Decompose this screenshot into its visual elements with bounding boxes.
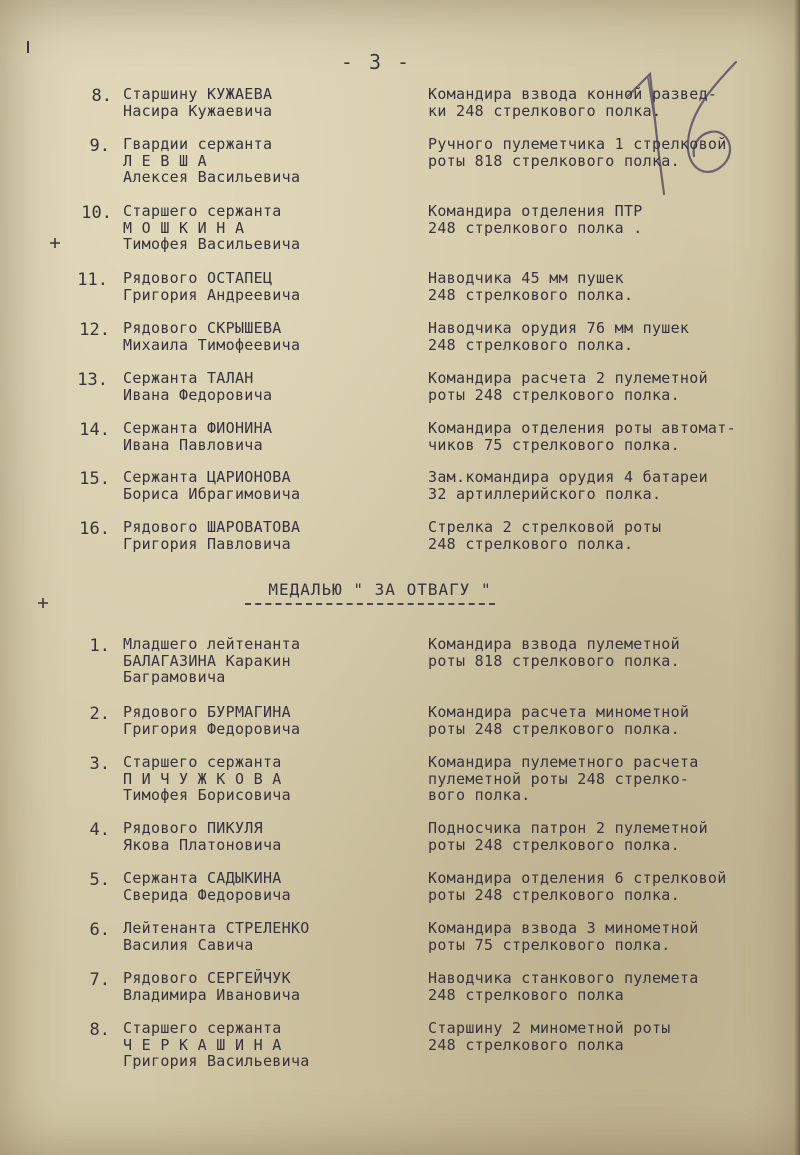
entry-position: Командира расчета минометной роты 248 стрелкового полка. bbox=[428, 703, 690, 738]
entry-position: Командира взвода конной развед- ки 248 стрелкового полка. bbox=[428, 85, 718, 120]
entry-number: 2. bbox=[89, 704, 110, 724]
entry-number: 15. bbox=[79, 469, 110, 489]
entry-number: 11. bbox=[77, 270, 108, 290]
entry-position: Наводчика станкового пулемета 248 стрелкового полка bbox=[428, 969, 699, 1004]
entry-position: Наводчика орудия 76 мм пушек 248 стрелкового полка. bbox=[428, 319, 690, 354]
page-number: - 3 - bbox=[340, 50, 412, 74]
entry-rank-name: Рядового ШАРОВАТОВА Григория Павловича bbox=[123, 518, 301, 553]
entry-position: Зам.командира орудия 4 батареи 32 артиллерийского полка. bbox=[428, 468, 708, 503]
entry-rank-name: Лейтенанта СТРЕЛЕНКО Василия Савича bbox=[123, 919, 310, 954]
entry-rank-name: Рядового ПИКУЛЯ Якова Платоновича bbox=[123, 819, 282, 854]
entry-rank-name: Старшего сержанта М О Ш К И Н А Тимофея Васильевича bbox=[123, 202, 301, 253]
entry-rank-name: Старшину КУЖАЕВА Насира Кужаевича bbox=[123, 85, 273, 120]
entry-rank-name: Сержанта ЦАРИОНОВА Бориса Ибрагимовича bbox=[123, 468, 301, 503]
entry-position: Командира отделения 6 стрелковой роты 248 стрелкового полка. bbox=[428, 869, 727, 904]
entry-position: Наводчика 45 мм пушек 248 стрелкового полка. bbox=[428, 269, 634, 304]
entry-rank-name: Рядового СКРЫШЕВА Михаила Тимофеевича bbox=[123, 319, 301, 354]
margin-cross-mark bbox=[48, 236, 62, 250]
entry-number: 1. bbox=[89, 636, 110, 656]
entry-number: 8. bbox=[89, 1020, 110, 1040]
entry-rank-name: Гвардии сержанта Л Е В Ш А Алексея Васильевича bbox=[123, 135, 301, 186]
entry-rank-name: Сержанта ФИОНИНА Ивана Павловича bbox=[123, 419, 273, 454]
entry-number: 16. bbox=[79, 519, 110, 539]
entry-number: 3. bbox=[89, 754, 110, 774]
entry-number: 5. bbox=[89, 870, 110, 890]
entry-position: Старшину 2 минометной роты 248 стрелкового полка bbox=[428, 1019, 671, 1054]
entry-rank-name: Рядового БУРМАГИНА Григория Федоровича bbox=[123, 703, 301, 738]
entry-number: 6. bbox=[89, 920, 110, 940]
section-title-underline bbox=[245, 603, 495, 605]
entry-rank-name: Старшего сержанта Ч Е Р К А Ш И Н А Григория Васильевича bbox=[123, 1019, 310, 1070]
margin-tick-mark bbox=[22, 40, 34, 54]
entry-position: Командира отделения ПТР 248 стрелкового полка . bbox=[428, 202, 643, 237]
entry-position: Командира взвода пулеметной роты 818 стрелкового полка. bbox=[428, 635, 680, 670]
entry-position: Стрелка 2 стрелковой роты 248 стрелкового полка. bbox=[428, 518, 662, 553]
entry-number: 8. bbox=[91, 86, 112, 106]
entry-position: Командира отделения роты автомат- чиков 75 стрелкового полка. bbox=[428, 419, 736, 454]
entry-number: 10. bbox=[81, 203, 112, 223]
entry-number: 12. bbox=[79, 320, 110, 340]
entry-position: Командира расчета 2 пулеметной роты 248 стрелкового полка. bbox=[428, 369, 708, 404]
margin-cross-mark bbox=[36, 596, 50, 610]
entry-position: Командира взвода 3 минометной роты 75 стрелкового полка. bbox=[428, 919, 699, 954]
entry-number: 9. bbox=[89, 136, 110, 156]
entry-position: Ручного пулеметчика 1 стрелковой роты 818 стрелкового полка. bbox=[428, 135, 727, 170]
entry-rank-name: Сержанта САДЫКИНА Сверида Федоровича bbox=[123, 869, 291, 904]
entry-number: 13. bbox=[77, 370, 108, 390]
entry-rank-name: Младшего лейтенанта БАЛАГАЗИНА Каракин Баграмовича bbox=[123, 635, 301, 686]
handwritten-number-mark bbox=[618, 56, 758, 196]
entry-number: 7. bbox=[89, 970, 110, 990]
entry-position: Командира пулеметного расчета пулеметной роты 248 стрелко- вого полка. bbox=[428, 753, 699, 804]
entry-number: 4. bbox=[89, 820, 110, 840]
entry-number: 14. bbox=[79, 420, 110, 440]
section-title-medal-for-courage: МЕДАЛЬЮ " ЗА ОТВАГУ " bbox=[268, 580, 492, 599]
entry-rank-name: Рядового СЕРГЕЙЧУК Владимира Ивановича bbox=[123, 969, 301, 1004]
entry-rank-name: Рядового ОСТАПЕЦ Григория Андреевича bbox=[123, 269, 301, 304]
entry-rank-name: Сержанта ТАЛАН Ивана Федоровича bbox=[123, 369, 273, 404]
entry-rank-name: Старшего сержанта П И Ч У Ж К О В А Тимофея Борисовича bbox=[123, 753, 291, 804]
entry-position: Подносчика патрон 2 пулеметной роты 248 стрелкового полка. bbox=[428, 819, 708, 854]
